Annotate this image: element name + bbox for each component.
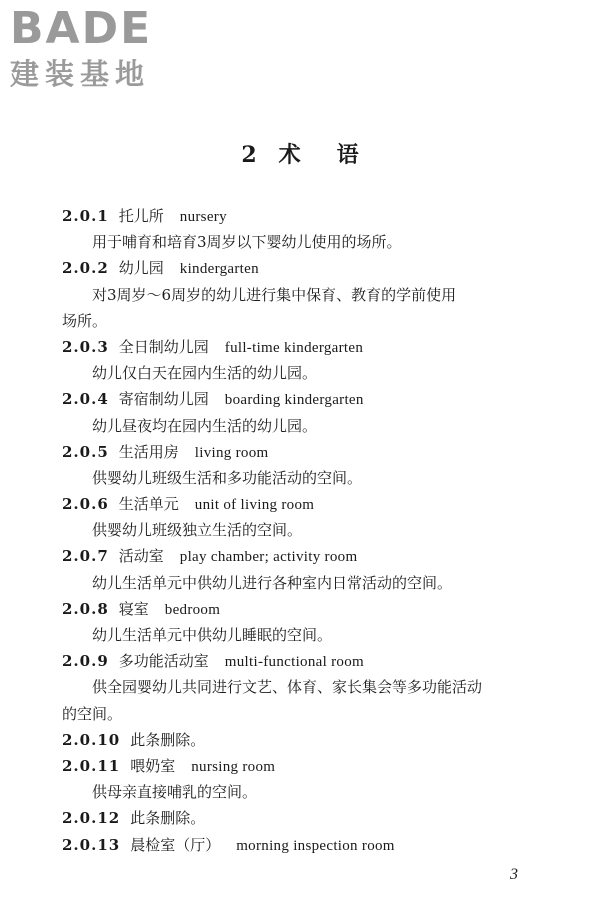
term-english: bedroom (164, 601, 221, 618)
term-heading (62, 203, 540, 229)
section-title-word-2: 语 (336, 142, 359, 168)
term-name: 寄宿制幼儿园 (118, 390, 209, 409)
term-heading (62, 491, 540, 517)
term-english: nursing room (191, 758, 276, 775)
term-definition: 用于哺育和培育3周岁以下婴幼儿使用的场所。 (92, 233, 402, 252)
term-number: 2.0.13 (62, 835, 121, 854)
term-name: 全日制幼儿园 (118, 337, 209, 356)
term-definition: 供婴幼儿班级独立生活的空间。 (92, 521, 303, 540)
term-number: 2.0.12 (62, 809, 121, 828)
term-heading (62, 439, 540, 465)
term-english: multi-functional room (224, 654, 364, 671)
term-number: 2.0.8 (62, 599, 109, 618)
term-heading (62, 805, 540, 831)
section-title (0, 138, 600, 169)
term-definition: 对3周岁～6周岁的幼儿进行集中保育、教育的学前使用 (92, 285, 457, 304)
term-name: 托儿所 (118, 207, 164, 225)
term-number: 2.0.1 (62, 207, 109, 225)
term-name: 幼儿园 (118, 259, 164, 278)
term-heading (62, 832, 540, 858)
term-definition: 幼儿生活单元中供幼儿进行各种室内日常活动的空间。 (92, 573, 453, 592)
term-name: 喂奶室 (130, 756, 176, 775)
term-english: unit of living room (194, 497, 315, 514)
term-heading (62, 596, 540, 622)
logo (10, 3, 175, 96)
logo-subtitle: 建装基地 (10, 57, 151, 91)
section-title-word-1: 术 (278, 142, 301, 168)
term-name: 活动室 (118, 547, 164, 566)
page-number: 3 (510, 866, 518, 883)
term-name: 此条删除。 (130, 809, 206, 828)
term-heading (62, 543, 540, 569)
term-number: 2.0.7 (62, 547, 109, 566)
term-number: 2.0.5 (62, 442, 109, 461)
definition-continuation: 的空间。 (62, 704, 123, 723)
term-heading (62, 648, 540, 674)
logo-mark: BADE (10, 3, 153, 54)
term-definition: 幼儿仅白天在园内生活的幼儿园。 (92, 364, 318, 383)
term-heading (62, 727, 540, 753)
term-number: 2.0.6 (62, 495, 109, 514)
term-english: kindergarten (179, 261, 259, 278)
term-name: 此条删除。 (130, 730, 206, 749)
term-definition: 供母亲直接哺乳的空间。 (92, 783, 258, 802)
term-english: boarding kindergarten (224, 392, 364, 409)
terms-list (62, 203, 540, 858)
term-heading (62, 334, 540, 360)
term-heading (62, 255, 540, 281)
term-heading (62, 386, 540, 412)
term-english: play chamber; activity room (179, 549, 358, 566)
term-number: 2.0.4 (62, 390, 109, 409)
term-number: 2.0.9 (62, 652, 109, 671)
term-heading (62, 753, 540, 779)
term-number: 2.0.10 (62, 730, 121, 749)
term-name: 晨检室（厅） (130, 835, 221, 854)
term-definition: 幼儿昼夜均在园内生活的幼儿园。 (92, 416, 318, 435)
term-definition: 供婴幼儿班级生活和多功能活动的空间。 (92, 468, 363, 487)
term-english: full-time kindergarten (224, 339, 364, 356)
term-english: morning inspection room (236, 837, 395, 854)
term-number: 2.0.3 (62, 337, 109, 356)
term-english: nursery (179, 209, 227, 225)
term-name: 生活用房 (118, 442, 179, 461)
term-definition: 幼儿生活单元中供幼儿睡眠的空间。 (92, 626, 333, 644)
term-name: 生活单元 (118, 495, 179, 514)
term-number: 2.0.11 (62, 756, 121, 775)
section-number: 2 (241, 142, 257, 168)
term-english: living room (194, 444, 269, 461)
term-name: 多功能活动室 (118, 652, 209, 671)
definition-continuation: 场所。 (62, 311, 108, 330)
term-name: 寝室 (118, 599, 149, 618)
term-number: 2.0.2 (62, 259, 109, 278)
term-definition: 供全园婴幼儿共同进行文艺、体育、家长集会等多功能活动 (92, 678, 483, 697)
